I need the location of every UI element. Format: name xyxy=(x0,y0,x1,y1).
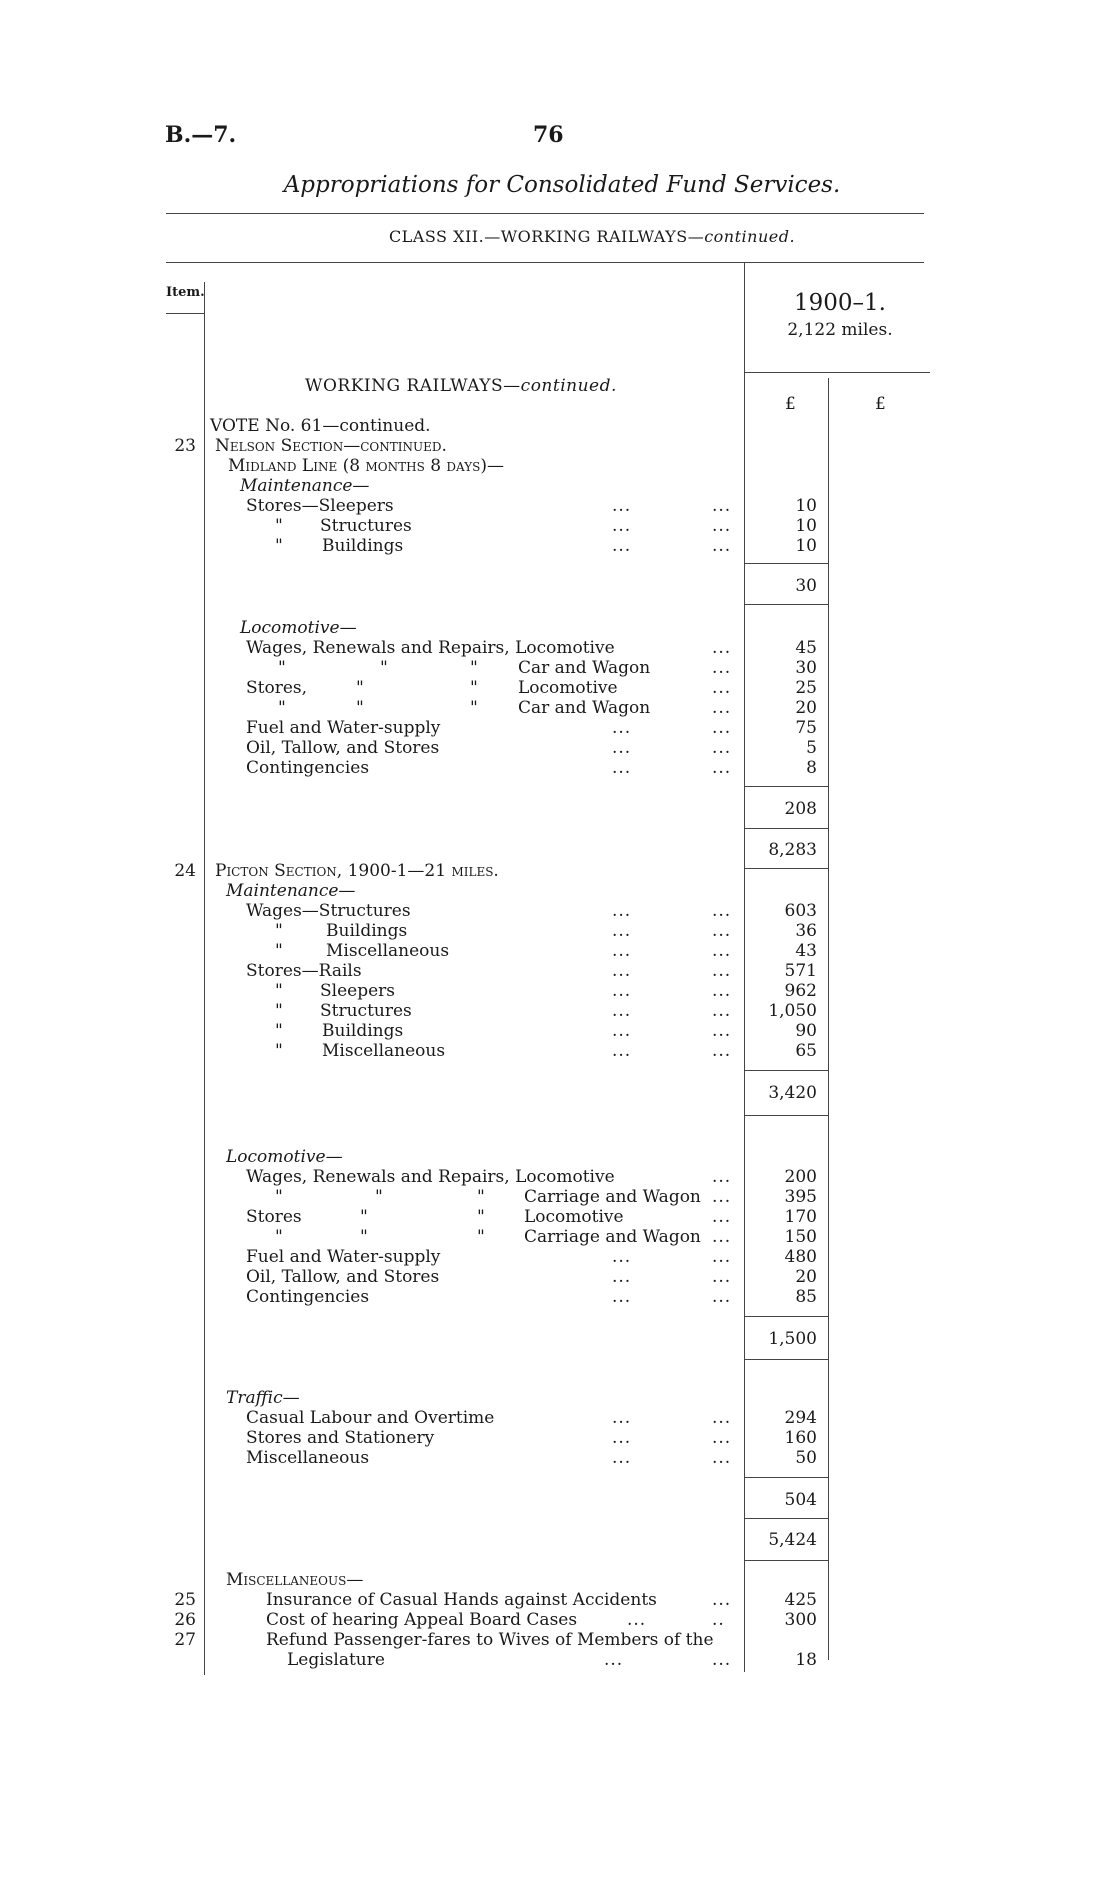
subtotal-picton-traffic: 504 xyxy=(784,1490,817,1510)
table-row: " " " Carriage and Wagon ... 150 xyxy=(275,1227,817,1247)
row-amount: 160 xyxy=(784,1428,817,1448)
table-row xyxy=(0,476,1114,496)
subtotal-rule xyxy=(744,1115,828,1116)
class-title xyxy=(0,227,1114,246)
row-label: Midland Line (8 months 8 days)— xyxy=(228,456,504,476)
row-label: Legislature xyxy=(287,1650,385,1670)
table-row: " Structures ... ... 1,050 xyxy=(275,1001,817,1021)
row-amount: 45 xyxy=(795,638,817,658)
section-title xyxy=(305,376,617,396)
year-miles: 2,122 miles. xyxy=(787,320,893,340)
row-amount: 1,050 xyxy=(768,1001,817,1021)
subtotal-rule xyxy=(744,1518,828,1519)
table-row: Wages—Structures ... ... 603 xyxy=(246,901,817,921)
table-row: " Buildings ... ... 90 xyxy=(275,1021,817,1041)
table-row: Fuel and Water-supply ... ... 75 xyxy=(246,718,817,738)
year-header: 1900–1. xyxy=(794,290,886,316)
row-amount: 10 xyxy=(795,516,817,536)
table-row: Miscellaneous ... ... 50 xyxy=(246,1448,817,1468)
class-title-suffix: continued. xyxy=(704,227,796,246)
row-item: 23 xyxy=(174,436,196,456)
table-row: " " " Car and Wagon ... 20 xyxy=(278,698,817,718)
table-row xyxy=(0,618,1114,638)
ditto-mark: " xyxy=(360,1207,368,1227)
table-row: 25 Insurance of Casual Hands against Accidents ... 425 xyxy=(0,1590,1114,1610)
row-item: 27 xyxy=(174,1630,196,1650)
row-label: Carriage and Wagon xyxy=(524,1227,701,1247)
row-label: Miscellaneous— xyxy=(226,1570,364,1590)
ditto-mark: " xyxy=(275,516,283,536)
ditto-mark: " xyxy=(275,981,283,1001)
table-row: Wages, Renewals and Repairs, Locomotive ... 45 xyxy=(246,638,817,658)
row-label: Maintenance— xyxy=(226,881,356,901)
ditto-mark: " xyxy=(275,536,283,556)
table-row xyxy=(0,416,1114,436)
table-row: Stores, " " Locomotive ... 25 xyxy=(246,678,817,698)
table-row xyxy=(0,1388,1114,1408)
row-label: Wages, Renewals and Repairs, Locomotive xyxy=(246,638,615,658)
table-row: Wages, Renewals and Repairs, Locomotive ... 200 xyxy=(246,1167,817,1187)
ditto-mark: " xyxy=(275,921,283,941)
row-label: Sleepers xyxy=(320,981,395,1001)
ditto-mark: " xyxy=(470,678,478,698)
ditto-mark: " xyxy=(278,698,286,718)
ditto-mark: " xyxy=(375,1187,383,1207)
ditto-mark: " xyxy=(477,1227,485,1247)
row-label: Fuel and Water-supply xyxy=(246,1247,441,1267)
section-title-main: WORKING RAILWAYS— xyxy=(305,376,521,396)
subtotal-nelson-maintenance: 30 xyxy=(795,576,817,596)
subtotal-rule xyxy=(744,563,828,564)
table-row: Contingencies ... ... 85 xyxy=(246,1287,817,1307)
table-row: Stores—Sleepers ... ... 10 xyxy=(246,496,817,516)
row-label: Contingencies xyxy=(246,758,370,778)
row-amount: 50 xyxy=(795,1448,817,1468)
row-label: Insurance of Casual Hands against Accidents xyxy=(266,1590,657,1610)
row-label: Casual Labour and Overtime xyxy=(246,1408,495,1428)
subtotal-rule xyxy=(744,1477,828,1478)
row-amount: 571 xyxy=(784,961,817,981)
row-label: Fuel and Water-supply xyxy=(246,718,441,738)
row-amount: 18 xyxy=(795,1650,817,1670)
page-title: Appropriations for Consolidated Fund Services. xyxy=(283,172,841,198)
row-amount: 962 xyxy=(784,981,817,1001)
subtotal-picton-maintenance: 3,420 xyxy=(768,1083,817,1103)
table-row xyxy=(0,1570,1114,1590)
row-amount: 395 xyxy=(784,1187,817,1207)
row-amount: 10 xyxy=(795,496,817,516)
ditto-mark: " xyxy=(477,1187,485,1207)
ditto-mark: " xyxy=(470,698,478,718)
class-title-main: CLASS XII.—WORKING RAILWAYS— xyxy=(388,227,705,246)
row-amount: 20 xyxy=(795,1267,817,1287)
row-amount: 150 xyxy=(784,1227,817,1247)
subtotal-rule xyxy=(744,604,828,605)
row-label: Carriage and Wagon xyxy=(524,1187,701,1207)
row-label: Car and Wagon xyxy=(518,658,651,678)
table-row: 26 Cost of hearing Appeal Board Cases ... .. 300 xyxy=(0,1610,1114,1630)
row-label: Contingencies xyxy=(246,1287,370,1307)
row-label: Wages—Structures xyxy=(246,901,411,921)
table-row: Contingencies ... ... 8 xyxy=(246,758,817,778)
table-row: " Miscellaneous ... ... 65 xyxy=(275,1041,817,1061)
row-label: Stores—Sleepers xyxy=(246,496,394,516)
row-item: 24 xyxy=(174,861,196,881)
row-amount: 43 xyxy=(795,941,817,961)
row-label: Stores xyxy=(246,1207,302,1227)
ditto-mark: " xyxy=(356,698,364,718)
table-row xyxy=(0,881,1114,901)
ditto-mark: " xyxy=(275,941,283,961)
ditto-mark: " xyxy=(356,678,364,698)
ditto-mark: " xyxy=(470,658,478,678)
total-rule xyxy=(744,1560,828,1561)
row-amount: 90 xyxy=(795,1021,817,1041)
ditto-mark: " xyxy=(275,1227,283,1247)
table-row: Oil, Tallow, and Stores ... ... 20 xyxy=(246,1267,817,1287)
row-label: Stores, xyxy=(246,678,308,698)
table-row xyxy=(0,861,1114,881)
table-row: Oil, Tallow, and Stores ... ... 5 xyxy=(246,738,817,758)
subtotal-nelson-locomotive: 208 xyxy=(784,799,817,819)
row-amount: 425 xyxy=(784,1590,817,1610)
document-code: B.—7. xyxy=(165,122,237,148)
row-item: 26 xyxy=(174,1610,196,1630)
table-row: " Miscellaneous ... ... 43 xyxy=(275,941,817,961)
table-row: " " " Carriage and Wagon ... 395 xyxy=(275,1187,817,1207)
row-label: Oil, Tallow, and Stores xyxy=(246,1267,440,1287)
table-row xyxy=(0,1630,1114,1650)
row-amount: 10 xyxy=(795,536,817,556)
table-row: " Sleepers ... ... 962 xyxy=(275,981,817,1001)
row-label: Buildings xyxy=(322,536,404,556)
table-row: Fuel and Water-supply ... ... 480 xyxy=(246,1247,817,1267)
row-label: Structures xyxy=(320,1001,412,1021)
row-amount: 480 xyxy=(784,1247,817,1267)
subtotal-rule xyxy=(744,786,828,787)
row-label: Refund Passenger-fares to Wives of Members of the xyxy=(266,1630,714,1650)
ditto-mark: " xyxy=(275,1041,283,1061)
row-label: Miscellaneous xyxy=(246,1448,370,1468)
row-amount: 25 xyxy=(795,678,817,698)
section-title-suffix: continued. xyxy=(520,376,617,396)
table-row: Legislature ... ... 18 xyxy=(287,1650,817,1670)
row-amount: 65 xyxy=(795,1041,817,1061)
table-row xyxy=(0,456,1114,476)
row-label: Nelson Section—continued. xyxy=(215,436,447,456)
row-label: Car and Wagon xyxy=(518,698,651,718)
ditto-mark: " xyxy=(275,1001,283,1021)
total-picton-section: 5,424 xyxy=(768,1530,817,1550)
row-label: Wages, Renewals and Repairs, Locomotive xyxy=(246,1167,615,1187)
ditto-mark: " xyxy=(275,1187,283,1207)
row-amount: 5 xyxy=(806,738,817,758)
row-amount: 75 xyxy=(795,718,817,738)
table-row: Stores—Rails ... ... 571 xyxy=(246,961,817,981)
row-label: Buildings xyxy=(322,1021,404,1041)
pound-sign-1: £ xyxy=(785,394,796,414)
row-amount: 30 xyxy=(795,658,817,678)
row-label: Stores—Rails xyxy=(246,961,362,981)
table-row: " " " Car and Wagon ... 30 xyxy=(278,658,817,678)
rule-top xyxy=(166,213,924,214)
table-row: Stores " " Locomotive ... 170 xyxy=(246,1207,817,1227)
table-row xyxy=(0,1147,1114,1167)
subtotal-rule xyxy=(744,1359,828,1360)
subtotal-rule xyxy=(744,1316,828,1317)
row-amount: 85 xyxy=(795,1287,817,1307)
row-label: Structures xyxy=(320,516,412,536)
ditto-mark: " xyxy=(278,658,286,678)
row-label: VOTE No. 61—continued. xyxy=(210,416,431,436)
table-row xyxy=(0,436,1114,456)
subtotal-rule xyxy=(744,1070,828,1071)
table-row: " Structures ... ... 10 xyxy=(275,516,817,536)
row-amount: 300 xyxy=(784,1610,817,1630)
row-label: Picton Section, 1900-1—21 miles. xyxy=(215,861,499,881)
ditto-mark: " xyxy=(477,1207,485,1227)
pound-sign-2: £ xyxy=(875,394,886,414)
row-label: Maintenance— xyxy=(240,476,370,496)
ditto-mark: " xyxy=(275,1021,283,1041)
table-row: " Buildings ... ... 10 xyxy=(275,536,817,556)
row-label: Traffic— xyxy=(226,1388,300,1408)
total-nelson-section: 8,283 xyxy=(768,840,817,860)
subtotal-picton-locomotive: 1,500 xyxy=(768,1329,817,1349)
ditto-mark: " xyxy=(360,1227,368,1247)
row-label: Locomotive xyxy=(518,678,618,698)
row-amount: 170 xyxy=(784,1207,817,1227)
row-label: Cost of hearing Appeal Board Cases xyxy=(266,1610,578,1630)
row-label: Miscellaneous xyxy=(326,941,450,961)
row-amount: 603 xyxy=(784,901,817,921)
table-row: Stores and Stationery ... ... 160 xyxy=(246,1428,817,1448)
page-number: 76 xyxy=(533,122,564,148)
row-label: Locomotive— xyxy=(240,618,357,638)
row-label: Locomotive xyxy=(524,1207,624,1227)
row-label: Stores and Stationery xyxy=(246,1428,435,1448)
rule-year-header xyxy=(744,372,930,373)
ditto-mark: " xyxy=(380,658,388,678)
subtotal-rule xyxy=(744,828,828,829)
row-label: Buildings xyxy=(326,921,408,941)
row-label: Oil, Tallow, and Stores xyxy=(246,738,440,758)
row-label: Miscellaneous xyxy=(322,1041,446,1061)
table-row: " Buildings ... ... 36 xyxy=(275,921,817,941)
row-amount: 200 xyxy=(784,1167,817,1187)
item-column-header: Item. xyxy=(166,285,205,300)
row-label: Locomotive— xyxy=(226,1147,343,1167)
row-amount: 294 xyxy=(784,1408,817,1428)
table-row: Casual Labour and Overtime ... ... 294 xyxy=(246,1408,817,1428)
row-item: 25 xyxy=(174,1590,196,1610)
rule-class xyxy=(166,262,924,263)
rule-item-header xyxy=(166,313,204,314)
row-amount: 20 xyxy=(795,698,817,718)
row-amount: 8 xyxy=(806,758,817,778)
row-amount: 36 xyxy=(795,921,817,941)
